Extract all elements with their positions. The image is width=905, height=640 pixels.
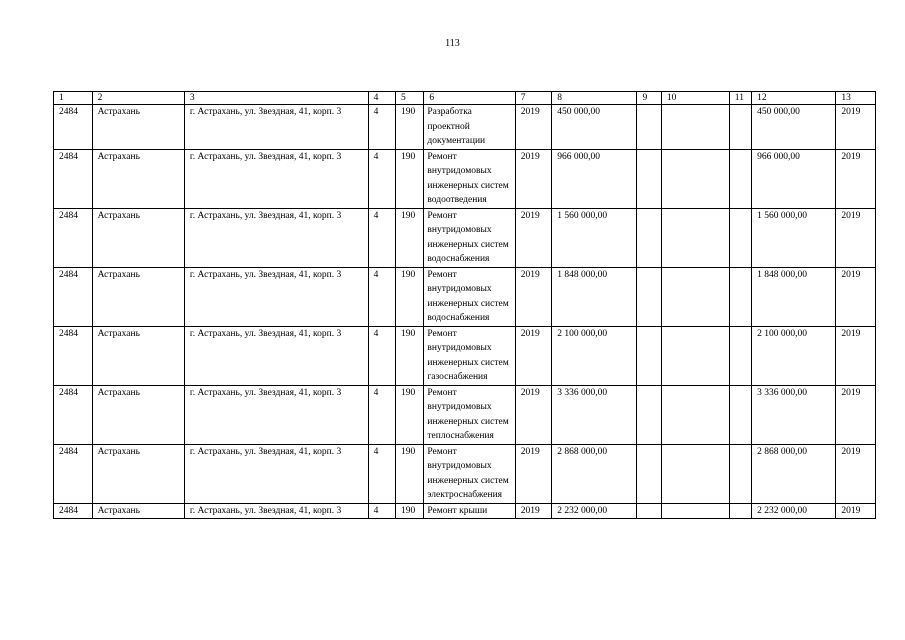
col5-cell: 190: [395, 267, 423, 326]
total-cost-cell: 1 560 000,00: [752, 208, 836, 267]
col10-cell: [661, 208, 729, 267]
cost-cell: 966 000,00: [552, 149, 637, 208]
address-cell: г. Астрахань, ул. Звездная, 41, корп. 3: [184, 105, 368, 150]
end-year-cell: 2019: [836, 444, 876, 503]
col11-cell: [729, 326, 751, 385]
year-cell: 2019: [515, 105, 552, 150]
end-year-cell: 2019: [836, 267, 876, 326]
city-cell: Астрахань: [92, 444, 184, 503]
city-cell: Астрахань: [92, 149, 184, 208]
col10-cell: [661, 444, 729, 503]
cost-cell: 450 000,00: [552, 105, 637, 150]
col10-cell: [661, 326, 729, 385]
year-cell: 2019: [515, 149, 552, 208]
col11-cell: [729, 503, 751, 519]
end-year-cell: 2019: [836, 503, 876, 519]
col9-cell: [637, 385, 661, 444]
col4-cell: 4: [368, 149, 395, 208]
column-header: 6: [424, 92, 515, 105]
total-cost-cell: 450 000,00: [752, 105, 836, 150]
col11-cell: [729, 149, 751, 208]
col5-cell: 190: [395, 326, 423, 385]
column-header: 3: [184, 92, 368, 105]
col11-cell: [729, 208, 751, 267]
col4-cell: 4: [368, 503, 395, 519]
city-cell: Астрахань: [92, 326, 184, 385]
col4-cell: 4: [368, 267, 395, 326]
city-cell: Астрахань: [92, 385, 184, 444]
row-number-cell: 2484: [54, 267, 93, 326]
address-cell: г. Астрахань, ул. Звездная, 41, корп. 3: [184, 444, 368, 503]
city-cell: Астрахань: [92, 267, 184, 326]
total-cost-cell: 1 848 000,00: [752, 267, 836, 326]
cost-cell: 1 848 000,00: [552, 267, 637, 326]
table-row: [54, 208, 876, 267]
year-cell: 2019: [515, 326, 552, 385]
work-type-cell: Ремонт внутридомовых инженерных систем водоотведения: [424, 149, 515, 208]
table-row: [54, 149, 876, 208]
total-cost-cell: 2 868 000,00: [752, 444, 836, 503]
work-type-cell: Ремонт крыши: [424, 503, 515, 519]
col5-cell: 190: [395, 385, 423, 444]
city-cell: Астрахань: [92, 208, 184, 267]
address-cell: г. Астрахань, ул. Звездная, 41, корп. 3: [184, 326, 368, 385]
col9-cell: [637, 444, 661, 503]
col10-cell: [661, 105, 729, 150]
column-header: 2: [92, 92, 184, 105]
total-cost-cell: 2 232 000,00: [752, 503, 836, 519]
cost-cell: 2 868 000,00: [552, 444, 637, 503]
column-header: 7: [515, 92, 552, 105]
column-header: 1: [54, 92, 93, 105]
cost-cell: 2 100 000,00: [552, 326, 637, 385]
col11-cell: [729, 267, 751, 326]
work-type-cell: Ремонт внутридомовых инженерных систем газоснабжения: [424, 326, 515, 385]
capital-repair-table: [53, 91, 876, 519]
col11-cell: [729, 105, 751, 150]
year-cell: 2019: [515, 385, 552, 444]
row-number-cell: 2484: [54, 444, 93, 503]
table-row: [54, 267, 876, 326]
work-type-cell: Ремонт внутридомовых инженерных систем водоснабжения: [424, 267, 515, 326]
col9-cell: [637, 503, 661, 519]
col5-cell: 190: [395, 444, 423, 503]
address-cell: г. Астрахань, ул. Звездная, 41, корп. 3: [184, 208, 368, 267]
column-header: 11: [729, 92, 751, 105]
col4-cell: 4: [368, 385, 395, 444]
work-type-cell: Ремонт внутридомовых инженерных систем теплоснабжения: [424, 385, 515, 444]
end-year-cell: 2019: [836, 149, 876, 208]
end-year-cell: 2019: [836, 326, 876, 385]
col11-cell: [729, 385, 751, 444]
table-header-row: [54, 92, 876, 105]
col10-cell: [661, 149, 729, 208]
city-cell: Астрахань: [92, 105, 184, 150]
column-header: 12: [752, 92, 836, 105]
end-year-cell: 2019: [836, 105, 876, 150]
col9-cell: [637, 149, 661, 208]
total-cost-cell: 966 000,00: [752, 149, 836, 208]
row-number-cell: 2484: [54, 208, 93, 267]
row-number-cell: 2484: [54, 385, 93, 444]
column-header: 4: [368, 92, 395, 105]
address-cell: г. Астрахань, ул. Звездная, 41, корп. 3: [184, 267, 368, 326]
col9-cell: [637, 208, 661, 267]
row-number-cell: 2484: [54, 503, 93, 519]
address-cell: г. Астрахань, ул. Звездная, 41, корп. 3: [184, 503, 368, 519]
cost-cell: 1 560 000,00: [552, 208, 637, 267]
total-cost-cell: 2 100 000,00: [752, 326, 836, 385]
col10-cell: [661, 267, 729, 326]
table-row: [54, 105, 876, 150]
total-cost-cell: 3 336 000,00: [752, 385, 836, 444]
col10-cell: [661, 503, 729, 519]
col10-cell: [661, 385, 729, 444]
column-header: 8: [552, 92, 637, 105]
col5-cell: 190: [395, 208, 423, 267]
column-header: 10: [661, 92, 729, 105]
end-year-cell: 2019: [836, 385, 876, 444]
work-type-cell: Разработка проектной документации: [424, 105, 515, 150]
table-row: [54, 444, 876, 503]
col5-cell: 190: [395, 105, 423, 150]
col4-cell: 4: [368, 208, 395, 267]
year-cell: 2019: [515, 208, 552, 267]
col5-cell: 190: [395, 503, 423, 519]
col5-cell: 190: [395, 149, 423, 208]
col4-cell: 4: [368, 105, 395, 150]
column-header: 13: [836, 92, 876, 105]
work-type-cell: Ремонт внутридомовых инженерных систем водоснабжения: [424, 208, 515, 267]
work-type-cell: Ремонт внутридомовых инженерных систем электроснабжения: [424, 444, 515, 503]
page-number: 113: [445, 38, 460, 49]
table-row: [54, 326, 876, 385]
cost-cell: 3 336 000,00: [552, 385, 637, 444]
row-number-cell: 2484: [54, 149, 93, 208]
address-cell: г. Астрахань, ул. Звездная, 41, корп. 3: [184, 385, 368, 444]
cost-cell: 2 232 000,00: [552, 503, 637, 519]
table-row: [54, 385, 876, 444]
city-cell: Астрахань: [92, 503, 184, 519]
row-number-cell: 2484: [54, 105, 93, 150]
col4-cell: 4: [368, 444, 395, 503]
row-number-cell: 2484: [54, 326, 93, 385]
col11-cell: [729, 444, 751, 503]
year-cell: 2019: [515, 267, 552, 326]
col9-cell: [637, 267, 661, 326]
col4-cell: 4: [368, 326, 395, 385]
end-year-cell: 2019: [836, 208, 876, 267]
table-row: [54, 503, 876, 519]
col9-cell: [637, 326, 661, 385]
column-header: 9: [637, 92, 661, 105]
year-cell: 2019: [515, 503, 552, 519]
col9-cell: [637, 105, 661, 150]
year-cell: 2019: [515, 444, 552, 503]
column-header: 5: [395, 92, 423, 105]
address-cell: г. Астрахань, ул. Звездная, 41, корп. 3: [184, 149, 368, 208]
